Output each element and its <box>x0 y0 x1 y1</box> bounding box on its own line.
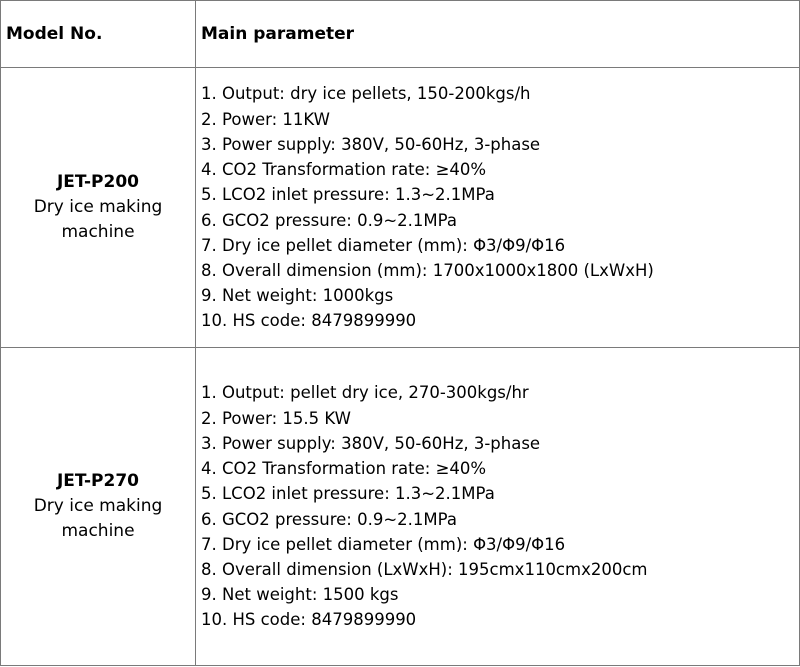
parameter-list <box>201 380 799 632</box>
parameter-item: 5. LCO2 inlet pressure: 1.3~2.1MPa <box>201 484 495 504</box>
parameter-item: 7. Dry ice pellet diameter (mm): Φ3/Φ9/Φ16 <box>201 235 566 255</box>
parameter-item: 6. GCO2 pressure: 0.9~2.1MPa <box>201 509 457 529</box>
parameter-list <box>201 81 799 333</box>
parameter-item: 10. HS code: 8479899990 <box>201 311 417 331</box>
model-number: JET-P200 <box>56 172 140 192</box>
table-row <box>1 348 800 666</box>
model-cell <box>1 348 196 666</box>
model-number: JET-P270 <box>56 471 140 491</box>
parameter-item: 9. Net weight: 1500 kgs <box>201 585 399 605</box>
parameter-item: 7. Dry ice pellet diameter (mm): Φ3/Φ9/Φ16 <box>201 534 566 554</box>
table-header-row <box>1 1 800 68</box>
parameter-item: 1. Output: pellet dry ice, 270-300kgs/hr <box>201 383 529 403</box>
parameter-item: 6. GCO2 pressure: 0.9~2.1MPa <box>201 210 457 230</box>
parameter-item: 4. CO2 Transformation rate: ≥40% <box>201 160 487 180</box>
model-description: Dry ice making machine <box>33 197 163 242</box>
model-cell <box>1 68 196 348</box>
parameter-item: 5. LCO2 inlet pressure: 1.3~2.1MPa <box>201 185 495 205</box>
parameter-item: 3. Power supply: 380V, 50-60Hz, 3-phase <box>201 134 541 154</box>
parameter-cell <box>196 68 800 348</box>
parameter-item: 9. Net weight: 1000kgs <box>201 286 394 306</box>
parameter-item: 10. HS code: 8479899990 <box>201 610 417 630</box>
parameter-item: 2. Power: 11KW <box>201 109 330 129</box>
parameter-cell <box>196 348 800 666</box>
table-row <box>1 68 800 348</box>
parameter-item: 2. Power: 15.5 KW <box>201 408 351 428</box>
header-main-parameter: Main parameter <box>196 1 800 68</box>
parameter-item: 3. Power supply: 380V, 50-60Hz, 3-phase <box>201 433 541 453</box>
parameter-item: 1. Output: dry ice pellets, 150-200kgs/h <box>201 84 531 104</box>
model-description: Dry ice making machine <box>33 496 163 541</box>
parameter-item: 4. CO2 Transformation rate: ≥40% <box>201 459 487 479</box>
parameter-item: 8. Overall dimension (LxWxH): 195cmx110cmx200cm <box>201 559 648 579</box>
header-model-no: Model No. <box>1 1 196 68</box>
parameter-item: 8. Overall dimension (mm): 1700x1000x1800 (LxWxH) <box>201 260 654 280</box>
